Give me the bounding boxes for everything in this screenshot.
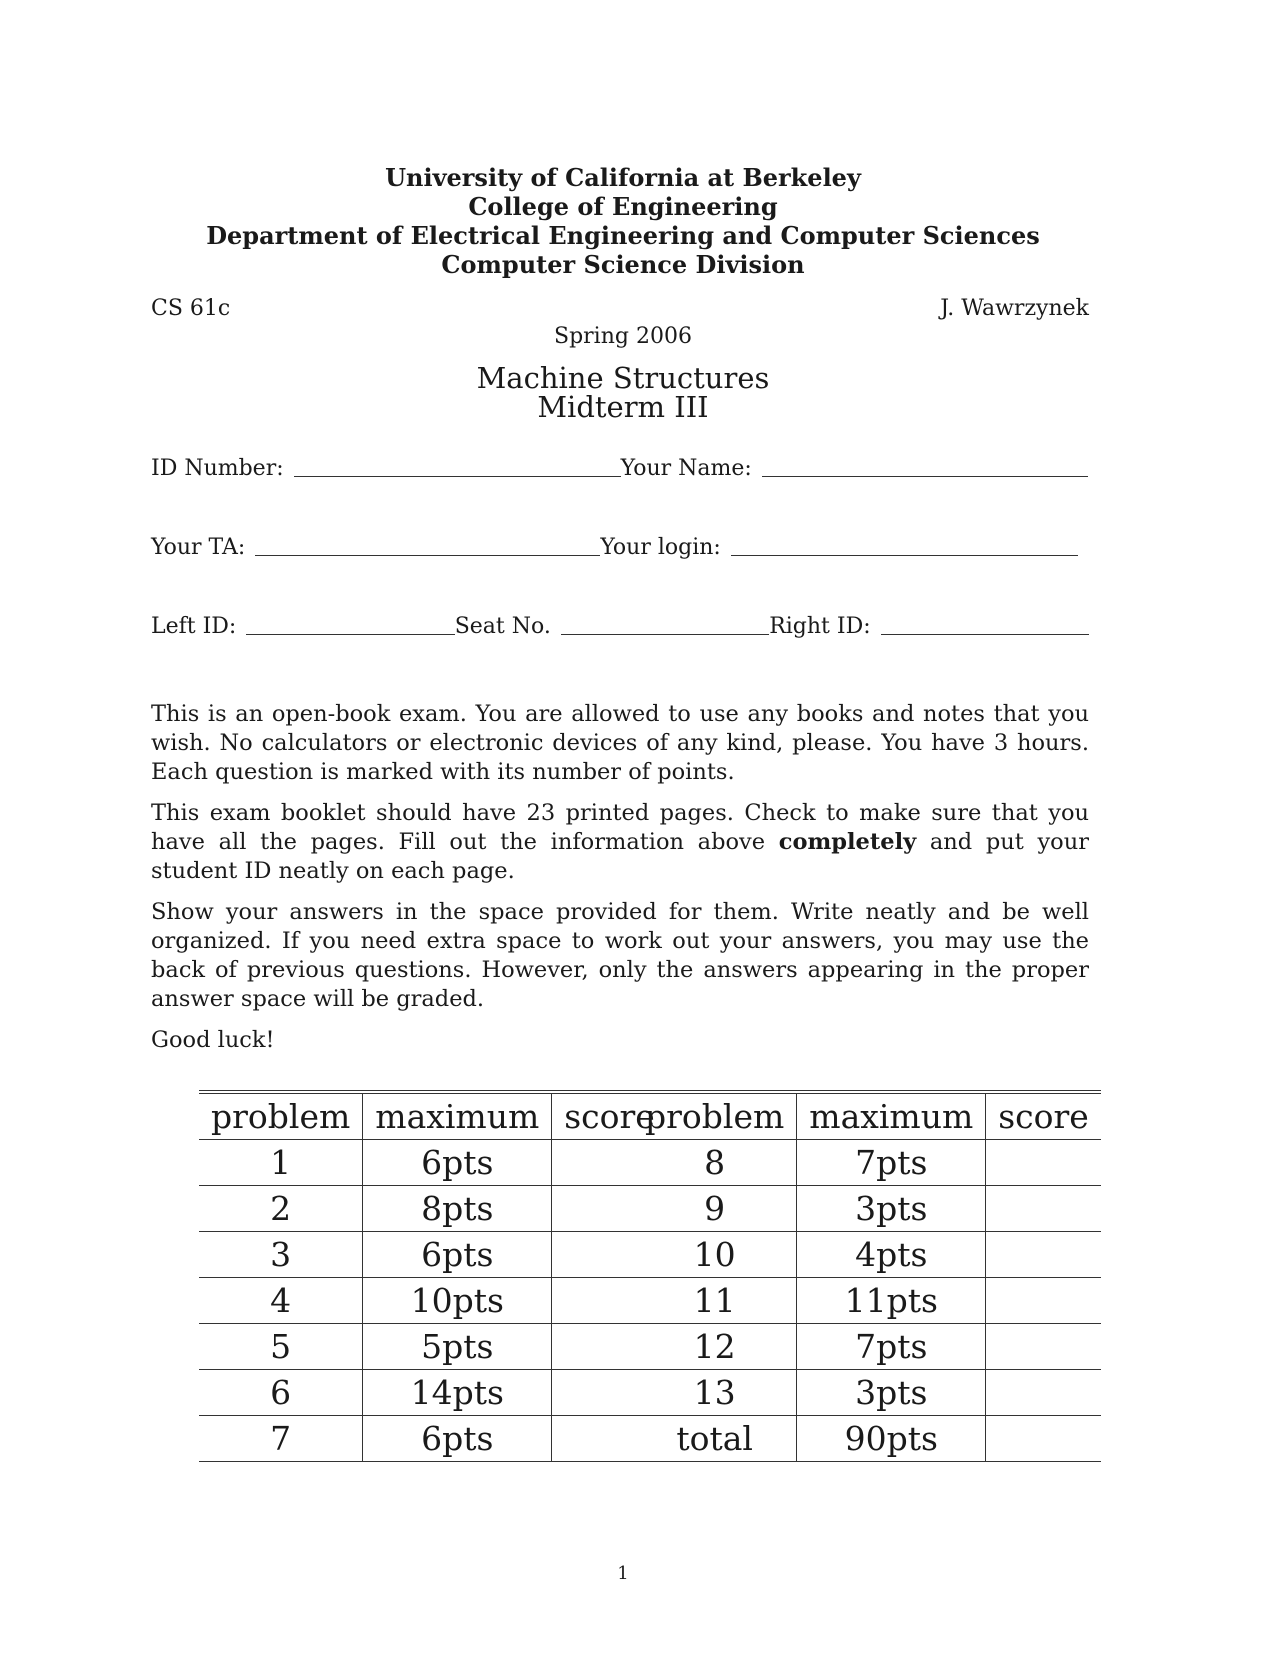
problem-cell: 12 <box>633 1324 797 1370</box>
maximum-cell: 3pts <box>797 1186 986 1232</box>
division-name: Computer Science Division <box>441 250 805 279</box>
header-score: score <box>552 1092 667 1140</box>
table-row <box>199 1140 667 1186</box>
score-cell[interactable] <box>986 1278 1101 1324</box>
score-cell[interactable] <box>986 1140 1101 1186</box>
header-maximum: maximum <box>797 1092 986 1140</box>
maximum-cell: 3pts <box>797 1370 986 1416</box>
your-login-label: Your login: <box>600 535 721 560</box>
maximum-cell: 14pts <box>363 1370 552 1416</box>
your-ta-label: Your TA: <box>151 535 246 560</box>
maximum-cell: 7pts <box>797 1324 986 1370</box>
header-score: score <box>986 1092 1101 1140</box>
score-cell[interactable] <box>986 1232 1101 1278</box>
maximum-cell: 6pts <box>363 1232 552 1278</box>
exam-title-block <box>0 361 1246 424</box>
table-row <box>633 1278 1101 1324</box>
instructor-name: J. Wawrzynek <box>940 296 1089 321</box>
table-row <box>199 1232 667 1278</box>
problem-cell: 11 <box>633 1278 797 1324</box>
your-name-field[interactable] <box>762 458 1088 477</box>
field-row-seating <box>151 614 1089 639</box>
page-number: 1 <box>617 1563 629 1584</box>
maximum-cell: 8pts <box>363 1186 552 1232</box>
table-row <box>633 1186 1101 1232</box>
score-cell[interactable] <box>986 1416 1101 1462</box>
table-row <box>633 1370 1101 1416</box>
table-row <box>199 1370 667 1416</box>
id-number-field[interactable] <box>294 458 621 477</box>
field-row-id-name <box>151 456 1089 481</box>
maximum-cell: 6pts <box>363 1416 552 1462</box>
department-name: Department of Electrical Engineering and Computer Sciences <box>206 221 1040 250</box>
table-row <box>199 1324 667 1370</box>
problem-cell: 6 <box>199 1370 363 1416</box>
exam-title: Machine Structures <box>476 361 770 395</box>
maximum-cell: 5pts <box>363 1324 552 1370</box>
problem-cell: 8 <box>633 1140 797 1186</box>
right-id-field[interactable] <box>881 616 1089 635</box>
score-cell[interactable] <box>986 1186 1101 1232</box>
id-number-label: ID Number: <box>151 456 284 481</box>
score-table-right <box>633 1090 1101 1462</box>
problem-cell: 13 <box>633 1370 797 1416</box>
left-id-field[interactable] <box>246 616 454 635</box>
header-problem: problem <box>633 1092 797 1140</box>
problem-cell: total <box>633 1416 797 1462</box>
maximum-cell: 6pts <box>363 1140 552 1186</box>
table-row <box>199 1416 667 1462</box>
maximum-cell: 7pts <box>797 1140 986 1186</box>
score-cell[interactable] <box>986 1370 1101 1416</box>
instructions-paragraph: This is an open-book exam. You are allowed to use any books and notes that you wish. No calculators or electronic devices of any kind, please. You have 3 hours. Each question is marked with its number of points. <box>151 701 1089 785</box>
your-login-field[interactable] <box>731 537 1078 556</box>
exam-subtitle: Midterm III <box>537 390 709 424</box>
field-row-ta-login <box>151 535 1089 560</box>
score-table-header <box>199 1092 667 1140</box>
exam-term: Spring 2006 <box>554 324 692 349</box>
instructions-paragraph: Show your answers in the space provided for them. Write neatly and be well organized. If you need extra space to work out your answers, you may use the back of previous questions. However, only the answers appearing in the proper answer space will be graded. <box>151 899 1089 1012</box>
score-cell[interactable] <box>986 1324 1101 1370</box>
problem-cell: 4 <box>199 1278 363 1324</box>
score-table-left <box>199 1090 667 1462</box>
seat-no-field[interactable] <box>561 616 769 635</box>
problem-cell: 7 <box>199 1416 363 1462</box>
score-table-header <box>633 1092 1101 1140</box>
left-id-label: Left ID: <box>151 614 237 639</box>
problem-cell: 10 <box>633 1232 797 1278</box>
instructions-paragraph: This exam booklet should have 23 printed pages. Check to make sure that you have all the pages. Fill out the information above completely and put your student ID neatly on each page. <box>151 800 1089 884</box>
college-name: College of Engineering <box>468 192 778 221</box>
maximum-cell: 4pts <box>797 1232 986 1278</box>
table-row <box>633 1232 1101 1278</box>
problem-cell: 1 <box>199 1140 363 1186</box>
table-row <box>199 1186 667 1232</box>
table-row <box>199 1278 667 1324</box>
instructions <box>151 700 1089 1067</box>
seat-no-label: Seat No. <box>454 614 551 639</box>
course-meta-row <box>151 296 1089 321</box>
problem-cell: 9 <box>633 1186 797 1232</box>
problem-cell: 3 <box>199 1232 363 1278</box>
your-name-label: Your Name: <box>620 456 752 481</box>
maximum-cell: 90pts <box>797 1416 986 1462</box>
table-row <box>633 1324 1101 1370</box>
right-id-label: Right ID: <box>769 614 871 639</box>
good-luck: Good luck! <box>151 1027 275 1053</box>
table-row <box>633 1416 1101 1462</box>
page-header <box>0 163 1246 279</box>
university-name: University of California at Berkeley <box>385 163 861 192</box>
problem-cell: 2 <box>199 1186 363 1232</box>
table-row <box>633 1140 1101 1186</box>
emphasis-completely: completely <box>778 829 917 855</box>
header-problem: problem <box>199 1092 363 1140</box>
maximum-cell: 10pts <box>363 1278 552 1324</box>
your-ta-field[interactable] <box>255 537 600 556</box>
maximum-cell: 11pts <box>797 1278 986 1324</box>
problem-cell: 5 <box>199 1324 363 1370</box>
course-code: CS 61c <box>151 296 231 321</box>
header-maximum: maximum <box>363 1092 552 1140</box>
